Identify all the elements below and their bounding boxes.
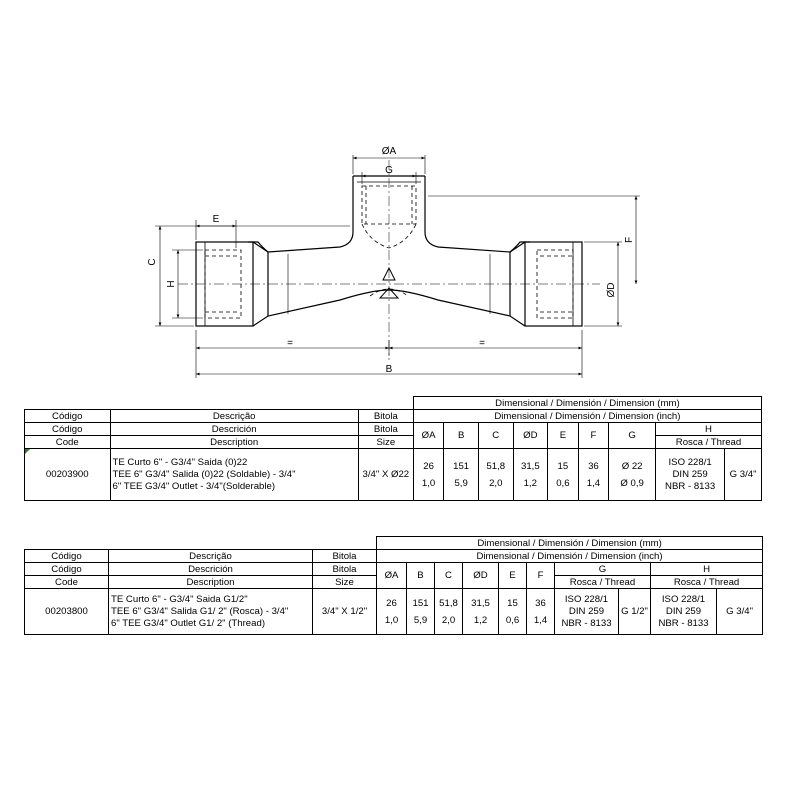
value-inch: 1,2 [473,614,488,626]
col-header-phi-a: ØA [377,563,407,589]
value-b [444,449,479,501]
code-header-es: Código [25,423,111,436]
value-mm: 15 [507,597,518,609]
standard-din: DIN 259 [672,468,708,480]
description-es: TEE 6" G3/4" Salida (0)22 (Soldable) - 3/4" [112,468,296,480]
thread-standard-g [555,589,619,635]
col-header-g-thread: Rosca / Thread [555,576,651,589]
col-header-g: G [555,563,651,576]
col-header-phi-d: ØD [513,423,548,449]
spec-table-00203800 [24,536,763,635]
thread-standard-h [651,589,717,635]
description-header-pt: Descrição [110,410,358,423]
value-phi-d [463,589,499,635]
value-mm: 26 [423,460,434,472]
description-header-pt: Descrição [109,550,313,563]
dimension-labels [147,146,635,375]
size-header-en: Size [313,576,377,589]
value-mm: 36 [535,597,546,609]
code-header-en: Code [25,436,111,449]
value-mm: 151 [453,460,470,472]
product-code: 00203800 [25,589,109,635]
value-inch: 1,2 [523,477,537,489]
dim-label-f: F [624,236,635,244]
standard-iso: ISO 228/1 [661,593,706,605]
value-phi-d [513,449,548,501]
description-header-en: Description [110,436,358,449]
table-row [25,449,762,501]
value-b [407,589,435,635]
description-pt: TE Curto 6" - G3/4" Saida G1/2" [111,593,248,605]
dim-label-e: E [212,214,220,225]
value-mm: 15 [557,460,569,472]
description-en: 6" TEE G3/4" Outlet G1/ 2" (Thread) [111,617,266,629]
product-code-text: 00203900 [45,469,89,480]
dimension-mm-header: Dimensional / Dimensión / Dimension (mm) [377,537,763,550]
standard-iso: ISO 228/1 [564,593,609,605]
dimension-mm-header: Dimensional / Dimensión / Dimension (mm) [413,397,761,410]
col-header-c: C [478,423,513,449]
col-header-e: E [499,563,527,589]
col-header-f: F [578,423,609,449]
value-mm: 51,8 [439,597,458,609]
description-pt: TE Curto 6" - G3/4" Saida (0)22 [112,456,248,468]
value-e [548,449,579,501]
thread-standard-h [656,449,725,501]
col-header-phi-d: ØD [463,563,499,589]
product-size: 3/4" X 1/2" [313,589,377,635]
code-header-pt: Código [25,410,111,423]
dim-label-c: C [147,258,158,266]
value-inch: 1,0 [384,614,399,626]
value-e [499,589,527,635]
spec-table-00203900 [24,396,762,501]
col-header-h-thread: Rosca / Thread [651,576,763,589]
dimension-inch-header: Dimensional / Dimensión / Dimension (inch) [413,410,761,423]
thread-size-g: G 1/2" [619,589,651,635]
product-size: 3/4" X Ø22 [358,449,413,501]
col-header-b: B [444,423,479,449]
value-inch: 5,9 [413,614,428,626]
col-header-h: H [656,423,762,436]
value-inch: 2,0 [441,614,456,626]
size-header-es: Bitola [313,563,377,576]
col-header-phi-a: ØA [413,423,444,449]
value-inch: 1,0 [421,477,436,489]
col-header-f: F [527,563,555,589]
value-inch: 0,6 [556,477,570,489]
dimension-inch-header: Dimensional / Dimensión / Dimension (inch) [377,550,763,563]
code-header-en: Code [25,576,109,589]
description-header-es: Descrición [109,563,313,576]
col-header-h-thread: Rosca / Thread [656,436,762,449]
value-mm: 31,5 [520,460,540,472]
dimension-lines [155,155,640,378]
cell-marker-icon [25,449,30,454]
dim-label-phi-a: ØA [381,146,397,157]
col-header-e: E [548,423,579,449]
col-header-b: B [407,563,435,589]
standard-nbr: NBR - 8133 [561,617,612,629]
description-header-es: Descrición [110,423,358,436]
value-inch: 1,4 [533,614,548,626]
value-inch: 5,9 [454,477,468,489]
code-header-es: Código [25,563,109,576]
tee-fitting-drawing [0,0,800,395]
value-f [578,449,609,501]
table-row [25,589,763,635]
value-g [609,449,656,501]
dim-label-equal-right: = [479,338,485,349]
dim-label-equal-left: = [287,338,293,349]
standard-iso: ISO 228/1 [668,456,712,468]
code-header-pt: Código [25,550,109,563]
standard-din: DIN 259 [665,605,702,617]
value-inch: 2,0 [489,477,503,489]
value-mm: 26 [386,597,397,609]
thread-size-h: G 3/4" [725,449,762,501]
standard-nbr: NBR - 8133 [658,617,709,629]
value-phi-a [377,589,407,635]
size-header-pt: Bitola [358,410,413,423]
size-header-pt: Bitola [313,550,377,563]
dim-label-g: G [385,165,393,176]
product-description [109,589,313,635]
value-phi-a [413,449,444,501]
value-inch: Ø 0,9 [620,477,644,489]
value-mm: Ø 22 [621,460,643,472]
col-header-c: C [435,563,463,589]
dim-label-phi-d: ØD [606,282,617,298]
description-header-en: Description [109,576,313,589]
size-header-es: Bitola [358,423,413,436]
value-f [527,589,555,635]
value-mm: 31,5 [471,597,490,609]
dim-label-h: H [166,280,177,288]
value-c [478,449,513,501]
product-code [25,449,111,501]
dim-label-b: B [385,364,393,375]
standard-nbr: NBR - 8133 [665,480,716,492]
standard-din: DIN 259 [568,605,605,617]
thread-size-h: G 3/4" [717,589,763,635]
description-en: 6" TEE G3/4" Outlet - 3/4"(Solderable) [112,480,276,492]
value-mm: 36 [588,460,599,472]
value-mm: 51,8 [486,460,506,472]
col-header-g: G [609,423,656,449]
product-description [110,449,358,501]
col-header-h: H [651,563,763,576]
value-inch: 0,6 [505,614,520,626]
value-inch: 1,4 [586,477,601,489]
size-header-en: Size [358,436,413,449]
value-c [435,589,463,635]
value-mm: 151 [412,597,429,609]
description-es: TEE 6" G3/4" Salida G1/ 2" (Rosca) - 3/4" [111,605,289,617]
